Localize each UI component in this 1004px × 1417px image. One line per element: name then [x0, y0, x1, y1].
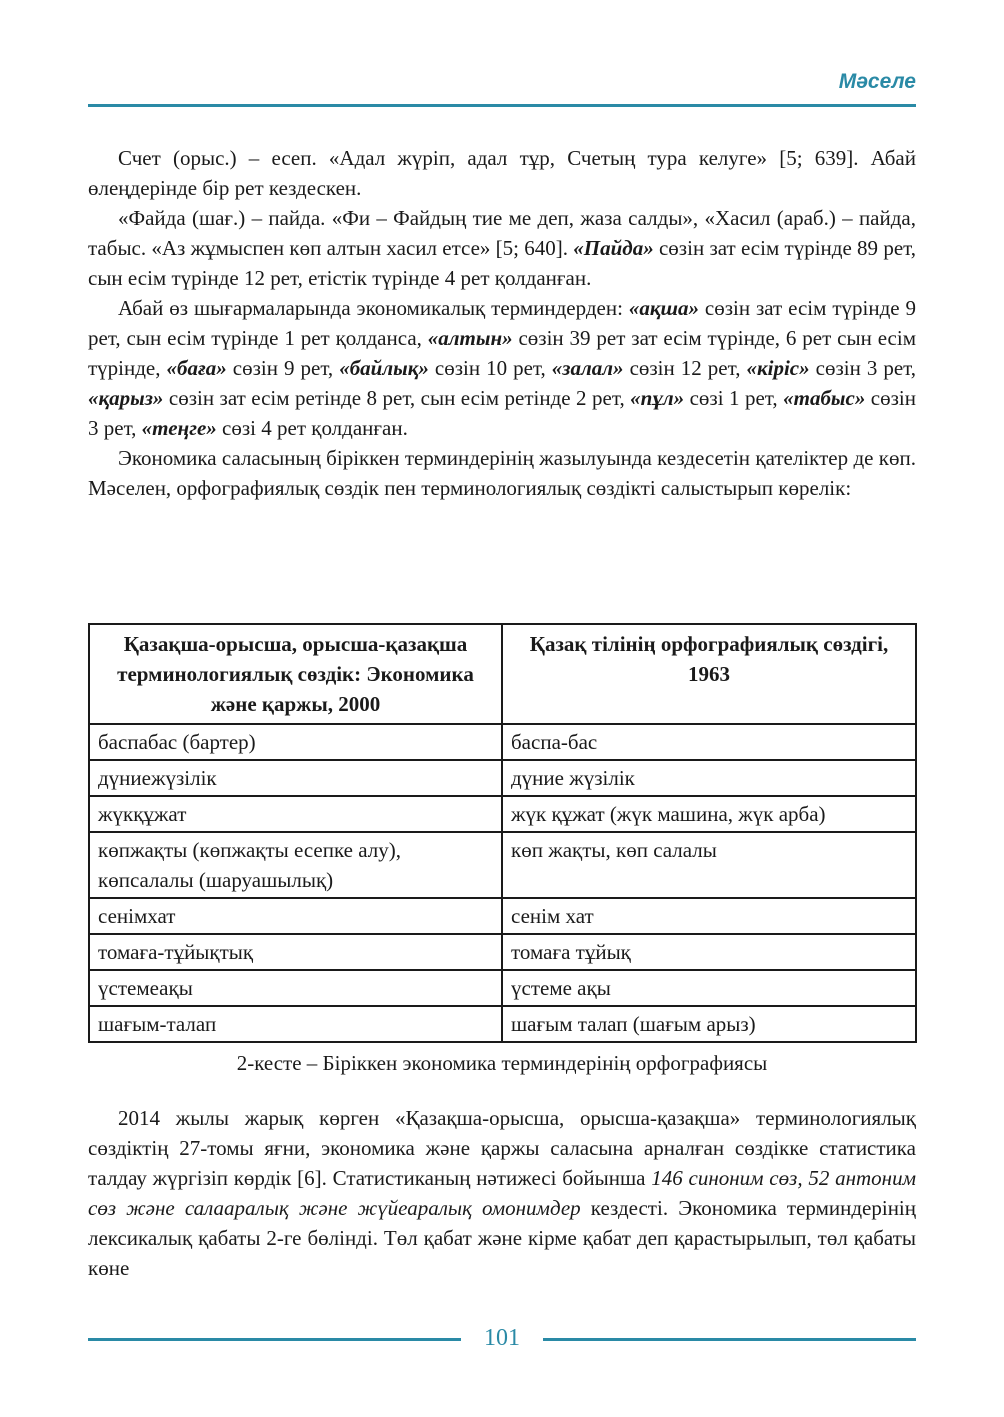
table-row: [89, 760, 916, 796]
text-run: Абай өз шығармаларында экономикалық терминдерден:: [118, 296, 629, 320]
table-cell: сенімхат: [89, 898, 502, 934]
emphasized-term: «пұл»: [630, 386, 685, 410]
table-caption: 2-кесте – Біріккен экономика терминдерінің орфографиясы: [236, 1051, 768, 1075]
table-cell: жүкқұжат: [89, 796, 502, 832]
emphasized-term: «Пайда»: [573, 236, 654, 260]
emphasized-term-wrapper: [629, 296, 699, 320]
table-cell: көп жақты, көп салалы: [502, 832, 916, 898]
footer-divider-left: [88, 1338, 461, 1341]
table-cell: баспа-бас: [502, 724, 916, 760]
emphasized-term: «ақша»: [628, 296, 699, 320]
emphasized-term-wrapper: [88, 386, 163, 410]
text-run: кездесті. Экономика терминдерінің лексикалық қабаты 2-ге бөлінді. Төл қабат және кірме қабат деп қарастырылып, төл қабаты көне: [88, 1196, 916, 1280]
text-run: Счет (орыс.) – есеп. «Адал жүріп, адал тұр, Счетың тура келуге» [5; 639]. Абай өлеңдерінде бір рет кездескен.: [88, 146, 916, 200]
table-row: [89, 970, 916, 1006]
text-run: сөзін 3 рет,: [809, 356, 917, 380]
table-row: [89, 796, 916, 832]
paragraph: [88, 203, 916, 293]
text-run: сөзін 10 рет,: [428, 356, 552, 380]
table-header-cell: Қазақша-орысша, орысша-қазақша терминологиялық сөздік: Экономика және қаржы, 2000: [89, 624, 502, 724]
paragraph: [88, 143, 916, 203]
emphasized-term-wrapper: [783, 386, 865, 410]
table-cell: үстемеақы: [89, 970, 502, 1006]
text-run: 2014 жылы жарық көрген «Қазақша-орысша, орысша-қазақша» терминологиялық сөздіктің 27-томы яғни, экономика және қаржы саласына арналған сөздікке статистика талдау жүргізіп көрдік [6]. Статистиканың нәтижесі бойынша: [88, 1106, 916, 1190]
main-text: [88, 143, 916, 503]
page-number: 101: [484, 1325, 520, 1351]
emphasized-term-wrapper: [552, 356, 624, 380]
table-header-cell: Қазақ тілінің орфографиялық сөздігі, 1963: [502, 624, 916, 724]
emphasized-term: «табыс»: [783, 386, 866, 410]
text-run: сөзі 4 рет қолданған.: [216, 416, 408, 440]
text-run: сөзін 12 рет,: [623, 356, 747, 380]
table-header-row: [89, 624, 916, 724]
emphasized-term-wrapper: [630, 386, 684, 410]
table-cell: жүк құжат (жүк машина, жүк арба): [502, 796, 916, 832]
emphasized-term: «байлық»: [339, 356, 429, 380]
text-run: сөзі 1 рет,: [684, 386, 784, 410]
emphasized-term-wrapper: [428, 326, 513, 350]
emphasized-term: «залал»: [551, 356, 624, 380]
table-cell: шағым талап (шағым арыз): [502, 1006, 916, 1042]
text-run: Экономика саласының біріккен терминдерінің жазылуында кездесетін қателіктер де көп. Мәселен, орфографиялық сөздік пен терминологиялық сөздікті салыстырып көрелік:: [88, 446, 916, 500]
table-cell: баспабас (бартер): [89, 724, 502, 760]
italic-text: 146 синоним сөз, 52 антоним сөз және салааралық және жүйеаралық омонимдер: [88, 1166, 916, 1220]
table-cell: үстеме ақы: [502, 970, 916, 1006]
emphasized-term: «қарыз»: [88, 386, 164, 410]
header-divider: [88, 104, 916, 107]
emphasized-term: «алтын»: [427, 326, 513, 350]
text-run: сөзін 39 рет зат есім түрінде, 6 рет сын есім түрінде,: [88, 326, 916, 380]
emphasized-term-wrapper: [573, 236, 653, 260]
paragraph: [88, 293, 916, 443]
emphasized-term-wrapper: [142, 416, 217, 440]
emphasized-term: «баға»: [166, 356, 227, 380]
table-cell: томаға тұйық: [502, 934, 916, 970]
running-header-title: Мәселе: [838, 70, 916, 93]
table-row: [89, 832, 916, 898]
table-cell: сенім хат: [502, 898, 916, 934]
table-row: [89, 934, 916, 970]
text-run: сөзін зат есім түрінде 9 рет, сын есім түрінде 1 рет қолданса,: [88, 296, 916, 350]
table-row: [89, 1006, 916, 1042]
table-row: [89, 898, 916, 934]
emphasized-term: «теңге»: [141, 416, 217, 440]
table-cell: көпжақты (көпжақты есепке алу), көпсалалы (шаруашылық): [89, 832, 502, 898]
continuation-text: [88, 1103, 916, 1283]
table-cell: шағым-талап: [89, 1006, 502, 1042]
table-cell: томаға-тұйықтық: [89, 934, 502, 970]
paragraph: [88, 1103, 916, 1283]
emphasized-term: «кіріс»: [746, 356, 810, 380]
emphasized-term-wrapper: [339, 356, 429, 380]
text-run: сөзін зат есім түрінде 89 рет, сын есім түрінде 12 рет, етістік түрінде 4 рет қолданған.: [88, 236, 916, 290]
table-cell: дүниежүзілік: [89, 760, 502, 796]
emphasized-term-wrapper: [167, 356, 227, 380]
text-run: сөзін 9 рет,: [226, 356, 340, 380]
terms-comparison-table: [88, 623, 917, 1043]
text-run: сөзін 3 рет,: [88, 386, 916, 440]
text-run: «Файда (шағ.) – пайда. «Фи – Файдың тие ме деп, жаза салды», «Хасил (араб.) – пайда, табыс. «Аз жұмыспен көп алтын хасил етсе» [5; 640].: [88, 206, 916, 260]
emphasized-term-wrapper: [746, 356, 809, 380]
text-run: сөзін зат есім ретінде 8 рет, сын есім ретінде 2 рет,: [163, 386, 631, 410]
table-row: [89, 724, 916, 760]
footer-divider-right: [543, 1338, 916, 1341]
paragraph: [88, 443, 916, 503]
table-cell: дүние жүзілік: [502, 760, 916, 796]
